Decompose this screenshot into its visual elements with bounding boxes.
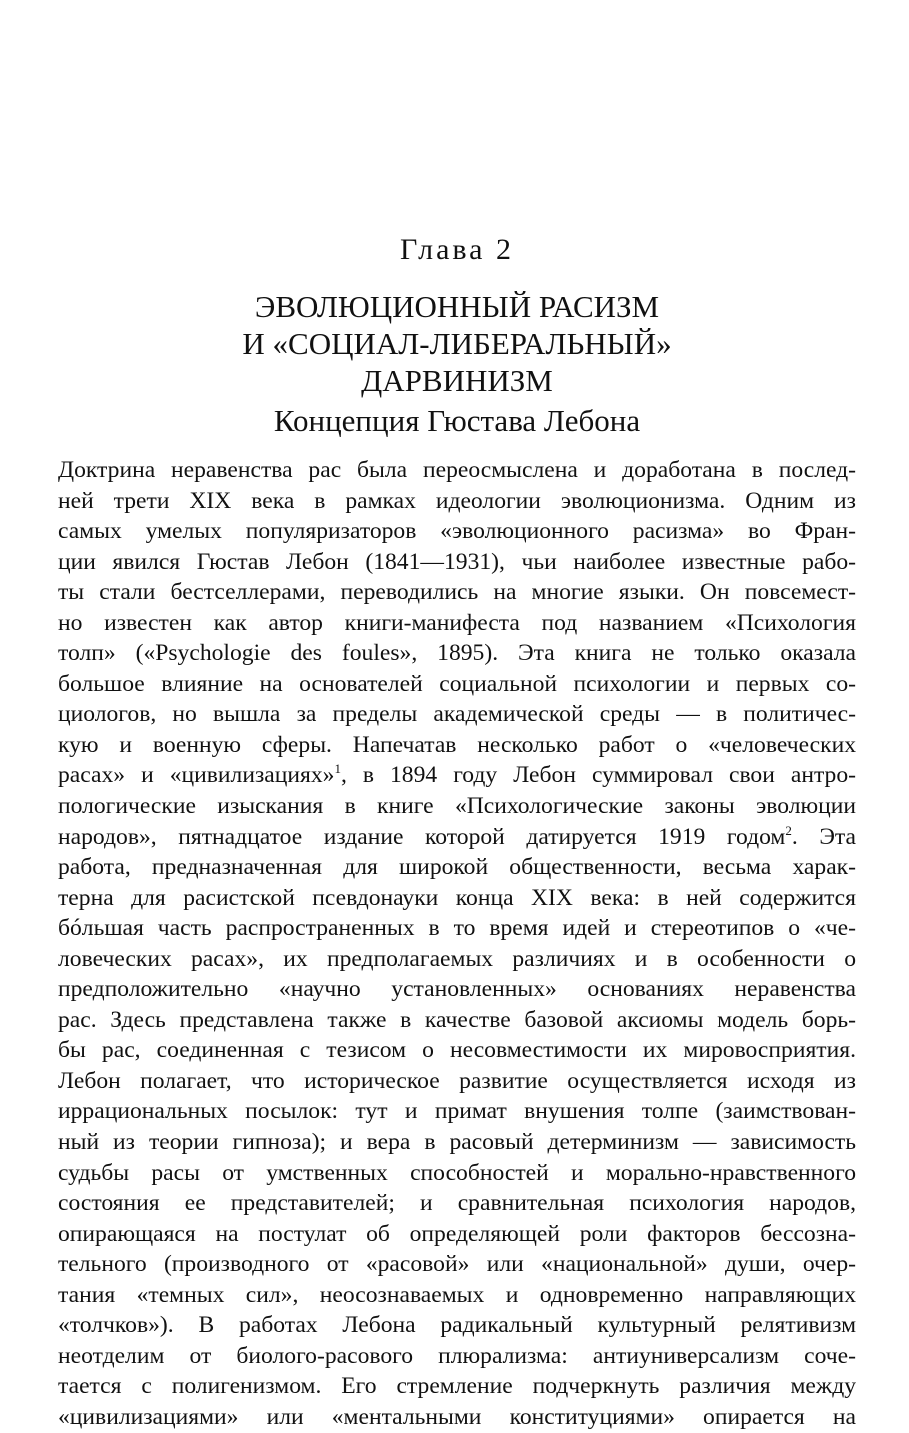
body-line [58,730,856,761]
body-line [58,455,856,486]
body-line [58,913,856,944]
chapter-title-line: ЭВОЛЮЦИОННЫЙ РАСИЗМ [254,289,660,324]
body-line-text: расах» и «цивилизациях» [58,762,335,789]
chapter-label: Глава 2 [400,233,514,266]
chapter-title-line: ДАРВИНИЗМ [361,363,553,398]
body-line [58,547,856,578]
body-line [58,1402,856,1433]
body-line [58,577,856,608]
body-line-text: толп» («Psychologie des foules», 1895). Эта книга не только оказала [58,640,856,667]
body-line [58,1280,856,1311]
body-line [58,1188,856,1219]
body-line [58,1158,856,1189]
body-line [58,1035,856,1066]
footnote-marker: 2 [785,822,792,838]
body-line [58,669,856,700]
body-line-text: иррациональных посылок: тут и примат внушения толпе (заимствован- [58,1098,856,1125]
body-line-text: судьбы расы от умственных способностей и морально-нравственного [58,1159,856,1186]
body-line-text: ней трети XIX века в рамках идеологии эволюционизма. Одним из [58,487,856,514]
body-line [58,699,856,730]
body-line-text: неотделим от биолого-расового плюрализма: антиуниверсализм соче- [58,1342,856,1369]
body-line-text: «цивилизациями» или «ментальными конституциями» опирается на [58,1403,856,1430]
body-line-text: . Эта [791,823,856,850]
section-title: Концепция Гюстава Лебона [273,403,641,438]
body-line-text: «толчков»). В работах Лебона радикальный культурный релятивизм [58,1312,856,1339]
body-line [58,883,856,914]
chapter-title-line: И «СОЦИАЛ-ЛИБЕРАЛЬНЫЙ» [242,326,672,361]
body-line-text: ный из теории гипноза); и вера в расовый детерминизм — зависимость [58,1129,856,1156]
body-line-text: состояния ее представителей; и сравнительная психология народов, [58,1190,856,1217]
body-line-text: пологические изыскания в книге «Психологические законы эволюции [58,793,856,820]
body-line-text: бы рас, соединенная с тезисом о несовместимости их мировосприятия. [58,1037,856,1064]
book-page [58,228,856,1433]
body-text [58,455,856,1433]
body-line [58,760,856,791]
body-line-text: большое влияние на основателей социальной психологии и первых со- [58,670,856,697]
body-line-text: тельного (производного от «расовой» или «национальной» души, очер- [58,1251,856,1278]
body-line-text: но известен как автор книги-манифеста под названием «Психология [58,609,856,636]
body-line-text: Лебон полагает, что историческое развитие осуществляется исходя из [58,1067,856,1094]
body-line [58,1066,856,1097]
body-line-text: предположительно «научно установленных» основаниях неравенства [58,976,856,1003]
body-line-text: опирающаяся на постулат об определяющей роли факторов бессозна- [58,1220,856,1247]
body-line [58,638,856,669]
body-line-text: народов», пятнадцатое издание которой датируется 1919 годом [58,823,786,850]
body-line [58,822,856,853]
body-line-text: ции явился Гюстав Лебон (1841—1931), чьи наиболее известные рабо- [58,548,856,575]
body-line-text: ты стали бестселлерами, переводились на многие языки. Он повсемест- [58,579,856,606]
body-line [58,1219,856,1250]
body-line [58,944,856,975]
footnote-marker: 1 [334,761,341,777]
body-line-text: рас. Здесь представлена также в качестве базовой аксиомы модель борь- [58,1006,856,1033]
body-line [58,1341,856,1372]
chapter-title [58,288,856,399]
body-line [58,1127,856,1158]
body-line-text: , в 1894 году Лебон суммировал свои антро- [340,762,856,789]
body-line-text: терна для расистской псевдонауки конца XIX века: в ней содержится [58,884,856,911]
body-line [58,1005,856,1036]
body-line [58,1310,856,1341]
body-line [58,516,856,547]
body-line [58,1371,856,1402]
body-line-text: работа, предназначенная для широкой общественности, весьма харак- [58,854,856,881]
body-line-text: кую и военную сферы. Напечатав несколько работ о «человеческих [58,731,856,758]
body-line-text: самых умелых популяризаторов «эволюционного расизма» во Фран- [58,518,856,545]
body-line-text: тания «темных сил», неосознаваемых и одновременно направляющих [58,1281,856,1308]
body-line-text: Доктрина неравенства рас была переосмыслена и доработана в послед- [58,457,856,483]
body-line [58,791,856,822]
body-line-text: циологов, но вышла за пределы академической среды — в политичес- [58,701,856,728]
body-line [58,974,856,1005]
body-line-text: тается с полигенизмом. Его стремление подчеркнуть различия между [58,1373,856,1400]
body-line [58,608,856,639]
body-line [58,1096,856,1127]
body-line [58,852,856,883]
body-line-text: ловеческих расах», их предполагаемых различиях и в особенности о [58,945,856,972]
body-line [58,486,856,517]
body-line-text: бóльшая часть распространенных в то время идей и стереотипов о «че- [58,915,856,942]
body-line [58,1249,856,1280]
